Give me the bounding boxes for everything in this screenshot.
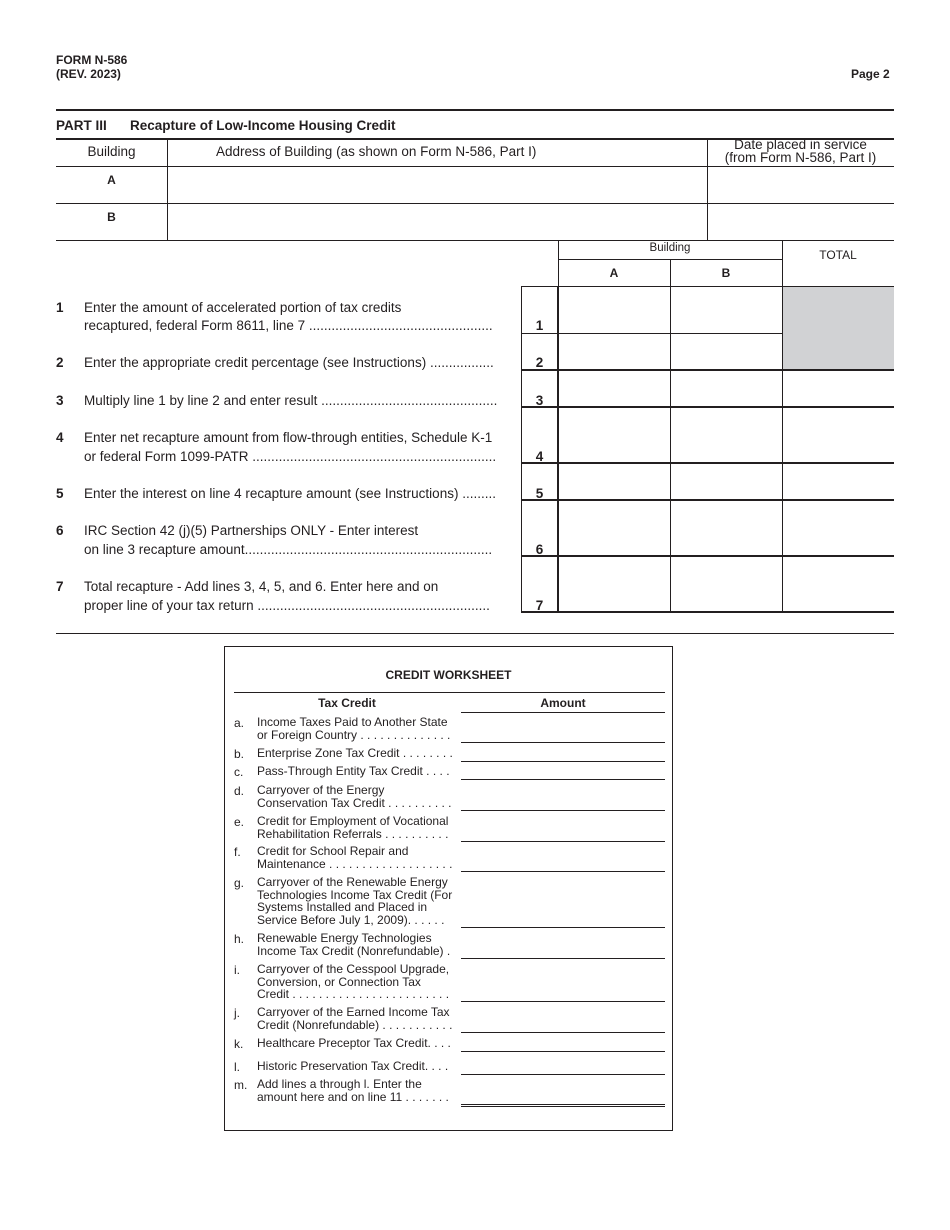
worksheet-item-h-amount[interactable] xyxy=(461,942,665,959)
line-6-building-a-field[interactable] xyxy=(562,505,666,551)
line-5-total-field[interactable] xyxy=(786,468,890,496)
line-7-text: Total recapture - Add lines 3, 4, 5, and 6. Enter here and on xyxy=(84,579,439,594)
worksheet-item-c-label: Pass-Through Entity Tax Credit . . . . xyxy=(257,764,450,778)
building-b-date-field[interactable] xyxy=(712,209,888,235)
worksheet-item-b-amount[interactable] xyxy=(461,745,665,762)
line-7-text-cont: proper line of your tax return .............................................................. xyxy=(84,598,490,613)
worksheet-item-g-label: Carryover of the Renewable Energy Technologies Income Tax Credit (For Systems Installed and Placed in Service Before July 1, 2009). . . . . . xyxy=(257,875,453,927)
worksheet-item-d-letter: d. xyxy=(234,784,245,798)
part3-bottom-rule xyxy=(56,633,894,634)
worksheet-item-c-amount[interactable] xyxy=(461,763,665,780)
worksheet-item-m-amount[interactable] xyxy=(461,1088,665,1107)
building-row-b-label: B xyxy=(107,210,116,224)
worksheet-item-b-letter: b. xyxy=(234,747,245,761)
worksheet-item-b-label: Enterprise Zone Tax Credit . . . . . . . . xyxy=(257,746,453,760)
line-4-number: 4 xyxy=(56,430,64,445)
page-number: Page 2 xyxy=(851,67,890,81)
line-4-box-number: 4 xyxy=(535,449,544,464)
line-4-building-a-field[interactable] xyxy=(562,412,666,458)
line-1-building-a-field[interactable] xyxy=(562,292,666,329)
line-6-total-field[interactable] xyxy=(786,505,890,551)
line-7-building-a-field[interactable] xyxy=(562,561,666,607)
col-header-date: Date placed in service (from Form N-586, Part I) xyxy=(724,137,877,165)
part3-label: PART III xyxy=(56,118,107,133)
line-2-box-number: 2 xyxy=(535,355,544,370)
line-5-box-number: 5 xyxy=(535,486,544,501)
worksheet-item-a-label: Income Taxes Paid to Another State or Foreign Country . . . . . . . . . . . . . . xyxy=(257,715,451,742)
col-header-b: B xyxy=(721,266,731,280)
line-3-total-field[interactable] xyxy=(786,375,890,403)
line-6-text: IRC Section 42 (j)(5) Partnerships ONLY - Enter interest xyxy=(84,523,419,538)
line-7-box-number: 7 xyxy=(535,598,544,613)
worksheet-item-i-label: Carryover of the Cesspool Upgrade, Conversion, or Connection Tax Credit . . . . . . . . . . . . . . . . . . . . . . . . xyxy=(257,962,450,1001)
col-header-address: Address of Building (as shown on Form N-586, Part I) xyxy=(216,144,537,159)
worksheet-item-a-letter: a. xyxy=(234,716,245,730)
line-3-text: Multiply line 1 by line 2 and enter result ............................................... xyxy=(84,393,498,408)
worksheet-col-amount: Amount xyxy=(540,696,586,710)
worksheet-item-h-label: Renewable Energy Technologies Income Tax Credit (Nonrefundable) . xyxy=(257,931,451,958)
worksheet-item-d-label: Carryover of the Energy Conservation Tax Credit . . . . . . . . . . xyxy=(257,783,452,810)
worksheet-item-k-label: Healthcare Preceptor Tax Credit. . . . xyxy=(257,1036,451,1050)
worksheet-title: CREDIT WORKSHEET xyxy=(385,668,512,682)
col-header-total: TOTAL xyxy=(819,248,857,262)
worksheet-item-f-amount[interactable] xyxy=(461,855,665,872)
part3-title: Recapture of Low-Income Housing Credit xyxy=(130,118,396,133)
line-2-building-b-field[interactable] xyxy=(674,338,778,366)
line-3-number: 3 xyxy=(56,393,64,408)
line-5-text: Enter the interest on line 4 recapture amount (see Instructions) ......... xyxy=(84,486,496,501)
worksheet-col-credit: Tax Credit xyxy=(318,696,376,710)
worksheet-item-d-amount[interactable] xyxy=(461,794,665,811)
worksheet-item-m-letter: m. xyxy=(234,1078,248,1092)
line-4-text-cont: or federal Form 1099-PATR ................................................................. xyxy=(84,449,497,464)
line-6-number: 6 xyxy=(56,523,64,538)
line-6-box-number: 6 xyxy=(535,542,544,557)
worksheet-header-rule xyxy=(234,692,665,693)
worksheet-item-k-amount[interactable] xyxy=(461,1035,665,1052)
line-1-box-number: 1 xyxy=(535,318,544,333)
line-6-building-b-field[interactable] xyxy=(674,505,778,551)
worksheet-item-h-letter: h. xyxy=(234,932,245,946)
line-3-building-a-field[interactable] xyxy=(562,375,666,403)
worksheet-item-a-amount[interactable] xyxy=(461,726,665,743)
line-2-number: 2 xyxy=(56,355,64,370)
worksheet-item-j-label: Carryover of the Earned Income Tax Credit (Nonrefundable) . . . . . . . . . . . xyxy=(257,1005,453,1032)
col-header-building: Building xyxy=(87,144,136,159)
worksheet-item-e-amount[interactable] xyxy=(461,825,665,842)
worksheet-item-k-letter: k. xyxy=(234,1037,244,1051)
worksheet-item-g-amount[interactable] xyxy=(461,911,665,928)
total-shaded-cell xyxy=(783,287,894,370)
building-a-date-field[interactable] xyxy=(712,172,888,198)
line-3-box-number: 3 xyxy=(535,393,544,408)
line-6-text-cont: on line 3 recapture amount.................................................................. xyxy=(84,542,493,557)
worksheet-item-f-letter: f. xyxy=(234,845,241,859)
worksheet-item-j-amount[interactable] xyxy=(461,1016,665,1033)
line-1-text: Enter the amount of accelerated portion of tax credits xyxy=(84,300,402,315)
line-2-text: Enter the appropriate credit percentage (see Instructions) ................. xyxy=(84,355,494,370)
line-1-text-cont: recaptured, federal Form 8611, line 7 ................................................. xyxy=(84,318,493,333)
line-5-number: 5 xyxy=(56,486,64,501)
col-header-building-group: Building xyxy=(649,242,691,254)
worksheet-item-i-amount[interactable] xyxy=(461,985,665,1002)
worksheet-item-i-letter: i. xyxy=(234,963,240,977)
building-row-a-label: A xyxy=(107,173,116,187)
line-5-building-b-field[interactable] xyxy=(674,468,778,496)
line-2-building-a-field[interactable] xyxy=(562,338,666,366)
line-1-number: 1 xyxy=(56,300,64,315)
line-1-building-b-field[interactable] xyxy=(674,292,778,329)
worksheet-item-m-label: Add lines a through l. Enter the amount here and on line 11 . . . . . . . xyxy=(257,1077,449,1104)
building-a-address-field[interactable] xyxy=(172,172,702,198)
form-revision: (REV. 2023) xyxy=(56,67,121,81)
line-4-total-field[interactable] xyxy=(786,412,890,458)
building-b-address-field[interactable] xyxy=(172,209,702,235)
line-7-building-b-field[interactable] xyxy=(674,561,778,607)
col-header-a: A xyxy=(609,266,619,280)
line-3-building-b-field[interactable] xyxy=(674,375,778,403)
part3-top-rule xyxy=(56,109,894,111)
line-4-building-b-field[interactable] xyxy=(674,412,778,458)
worksheet-item-f-label: Credit for School Repair and Maintenance . . . . . . . . . . . . . . . . . . . xyxy=(257,844,453,871)
worksheet-item-l-amount[interactable] xyxy=(461,1058,665,1075)
worksheet-item-l-letter: l. xyxy=(234,1060,240,1074)
line-7-number: 7 xyxy=(56,579,64,594)
worksheet-amount-header-rule xyxy=(461,712,665,713)
line-5-building-a-field[interactable] xyxy=(562,468,666,496)
line-7-total-field[interactable] xyxy=(786,561,890,607)
line-4-text: Enter net recapture amount from flow-through entities, Schedule K-1 xyxy=(84,430,493,445)
worksheet-item-j-letter: j. xyxy=(234,1006,240,1020)
worksheet-item-e-label: Credit for Employment of Vocational Rehabilitation Referrals . . . . . . . . . . xyxy=(257,814,449,841)
worksheet-item-g-letter: g. xyxy=(234,876,245,890)
worksheet-item-c-letter: c. xyxy=(234,765,244,779)
form-name: FORM N-586 xyxy=(56,53,128,67)
worksheet-item-l-label: Historic Preservation Tax Credit. . . . xyxy=(257,1059,449,1073)
worksheet-item-e-letter: e. xyxy=(234,815,245,829)
